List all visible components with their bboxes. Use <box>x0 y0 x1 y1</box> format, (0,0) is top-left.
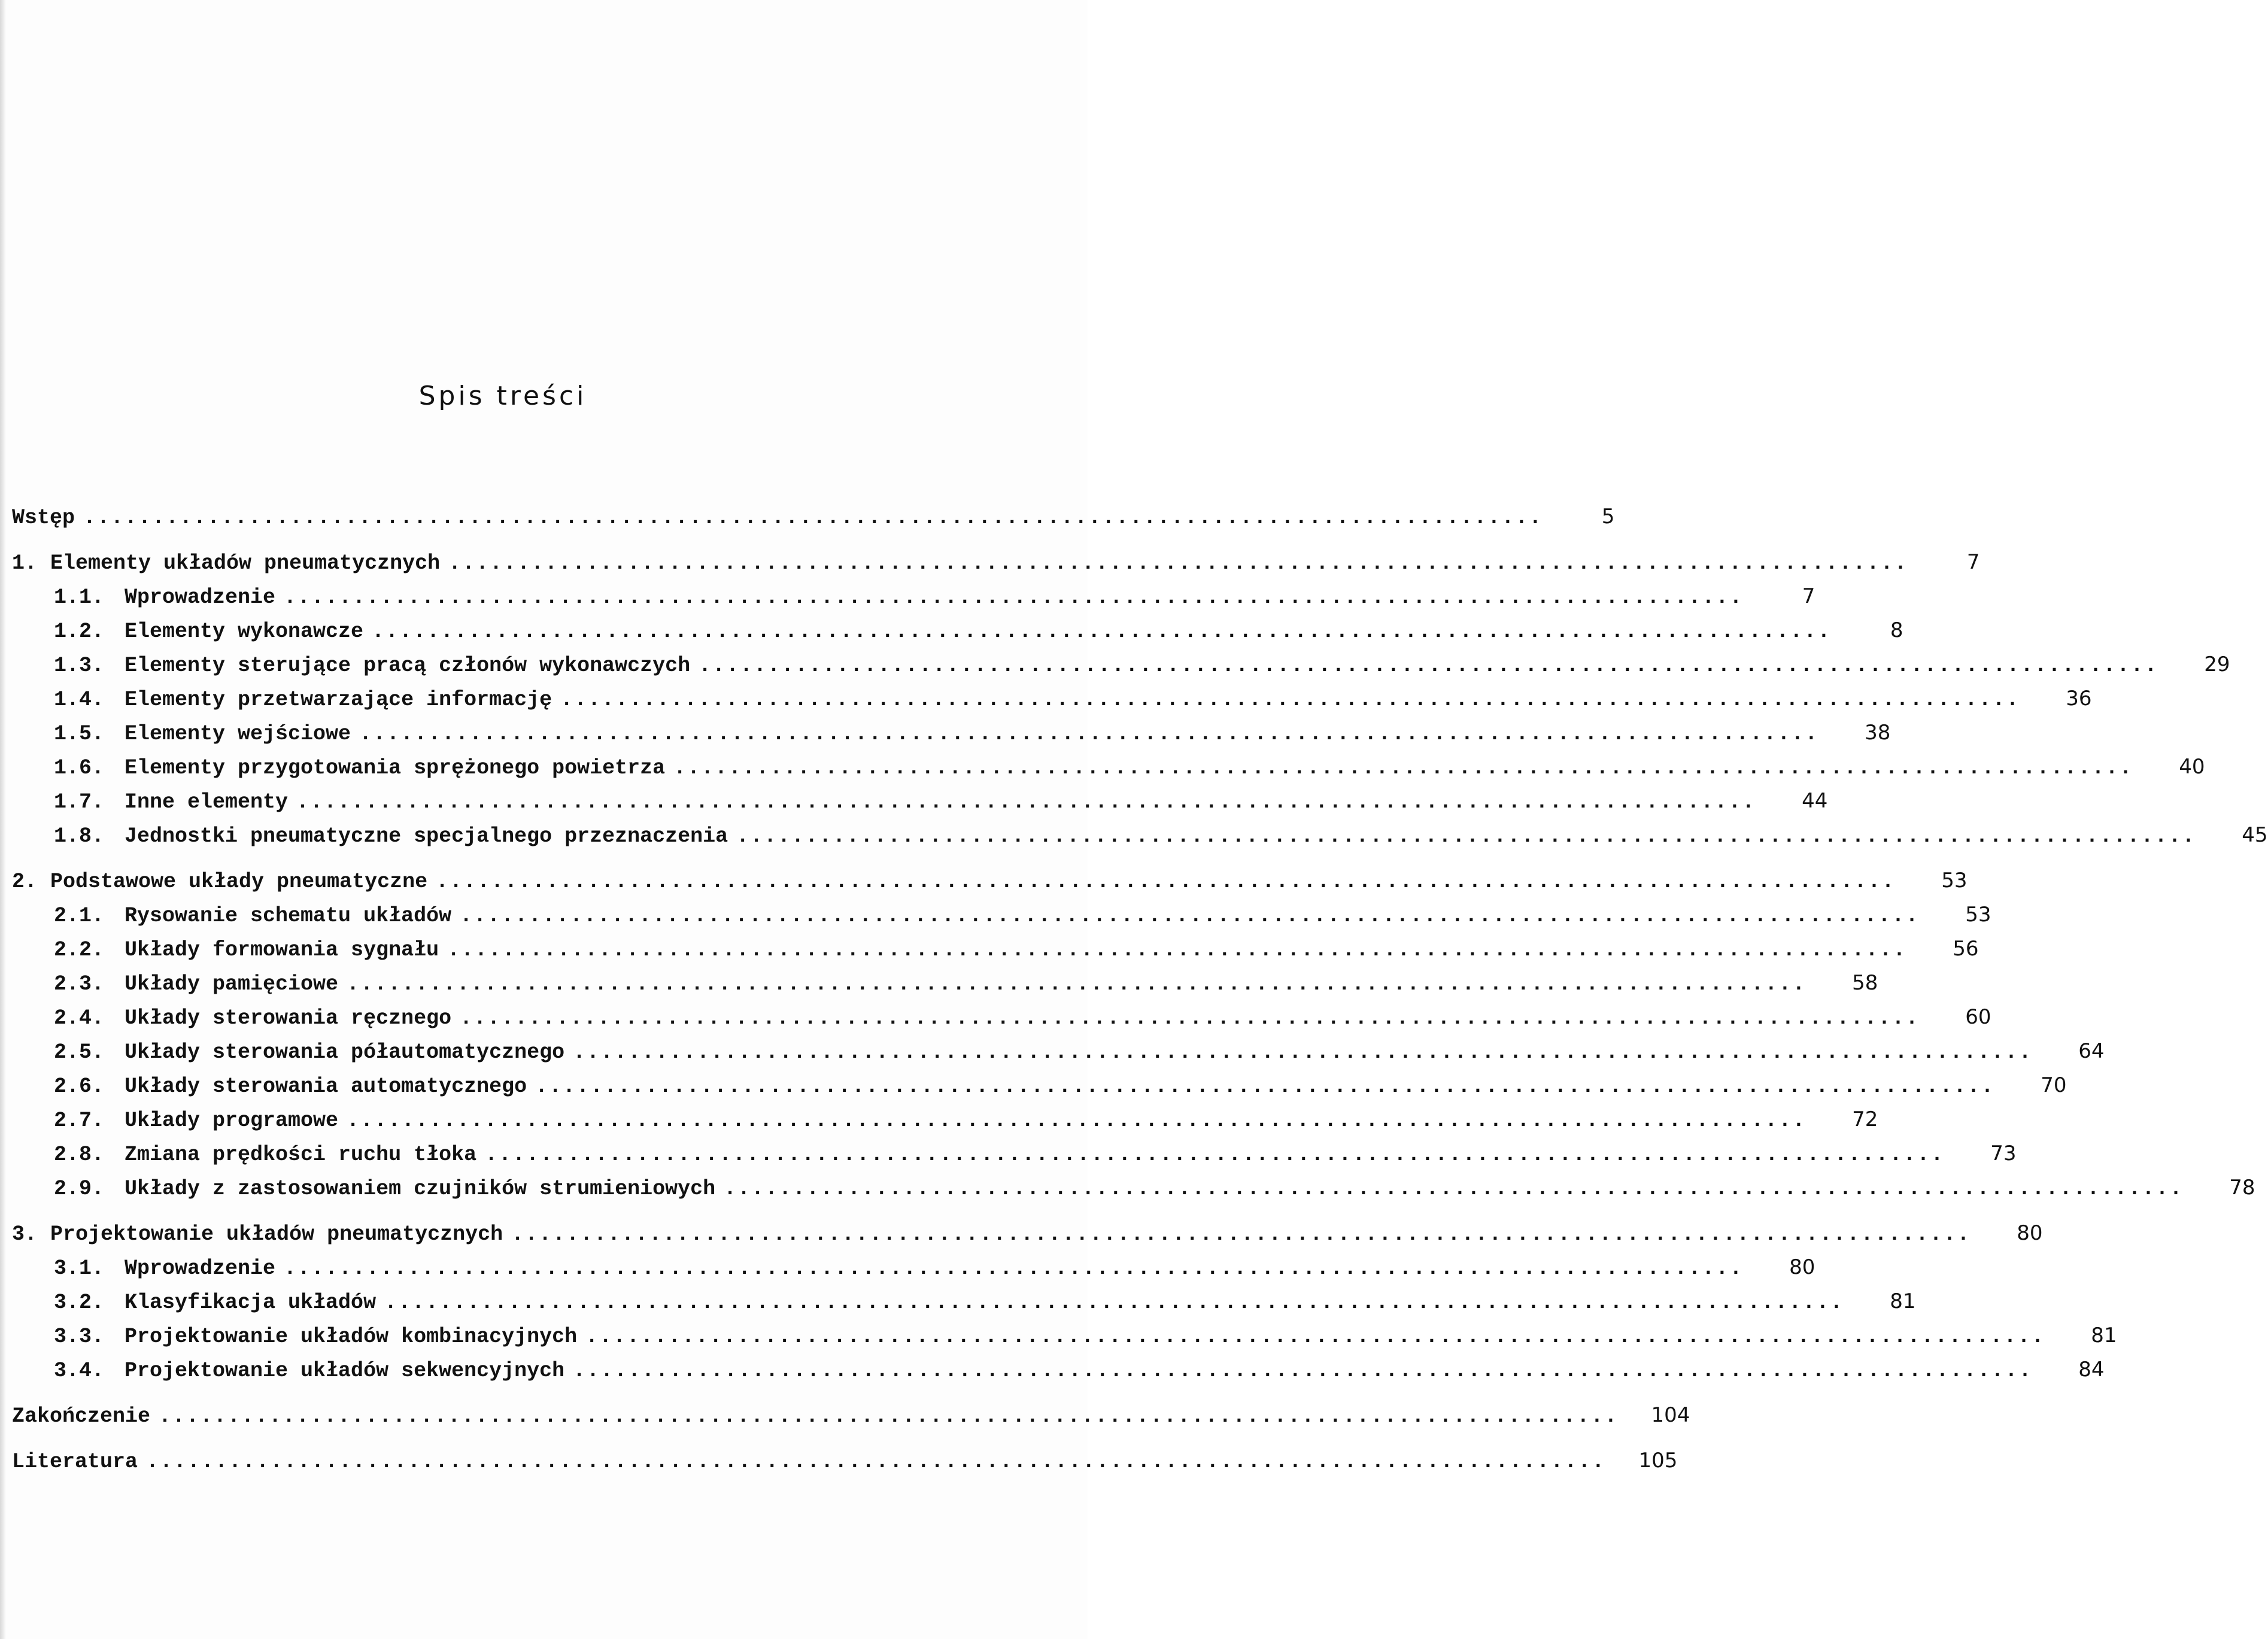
toc-entry-leader: .......................................................................................................... <box>347 1109 1806 1133</box>
toc-entry-title: Układy z zastosowaniem czujników strumieniowych <box>125 1177 716 1201</box>
toc-entry-number: 2.8. <box>54 1143 105 1167</box>
toc-entry-leader: .......................................................................................................... <box>736 824 2196 848</box>
toc-entry-title: Elementy przetwarzające informację <box>125 688 552 712</box>
toc-entry-page: 70 <box>2041 1073 2067 1097</box>
toc-entry-page: 38 <box>1865 721 1891 745</box>
toc-entry-title: Układy pamięciowe <box>125 972 339 996</box>
toc-entry-number: 3.1. <box>54 1256 105 1280</box>
toc-entry-leader: .......................................................................................................... <box>296 790 1756 814</box>
toc-entry-number: 1.1. <box>54 585 105 609</box>
toc-entry <box>12 1321 2117 1350</box>
toc-entry-page: 80 <box>1789 1255 1815 1279</box>
toc-entry-title: Wprowadzenie <box>125 585 276 609</box>
toc-entry-title: Projektowanie układów kombinacyjnych <box>125 1325 578 1349</box>
toc-entry-title: Elementy przygotowania sprężonego powietrza <box>125 756 666 780</box>
toc-entry-page: 64 <box>2078 1039 2105 1063</box>
toc-entry-page: 40 <box>2179 755 2205 779</box>
toc-entry-number: 2.6. <box>54 1075 105 1098</box>
toc-entry <box>12 1036 2105 1066</box>
toc-entry-number: 2. <box>12 870 38 894</box>
toc-entry-leader: .......................................................................................................... <box>372 620 1832 644</box>
toc-entry-title: Rysowanie schematu układów <box>125 904 452 928</box>
toc-entry-leader: .......................................................................................................... <box>699 654 2158 678</box>
toc-entry <box>12 900 1991 930</box>
toc-entry <box>12 1218 2043 1248</box>
toc-entry-number: 1.8. <box>54 824 105 848</box>
toc-entry <box>12 934 1979 964</box>
toc-entry-leader: .......................................................................................................... <box>83 506 1543 530</box>
toc-entry-number: 1.5. <box>54 722 105 746</box>
toc-entry-page: 36 <box>2066 687 2092 711</box>
toc-entry-number: 2.5. <box>54 1040 105 1064</box>
toc-entry <box>12 502 1615 532</box>
toc-entry-number: 1. <box>12 551 38 575</box>
toc-entry-page: 53 <box>1965 903 1991 927</box>
toc-entry-title: Projektowanie układów sekwencyjnych <box>125 1359 565 1383</box>
toc-entry-number: 1.6. <box>54 756 105 780</box>
toc-entry-leader: .......................................................................................................... <box>585 1325 2045 1349</box>
toc-entry-number: 1.2. <box>54 620 105 644</box>
toc-entry-page: 44 <box>1802 789 1828 813</box>
toc-entry <box>12 752 2205 782</box>
toc-entry-title: Układy sterowania ręcznego <box>125 1006 452 1030</box>
toc-entry-leader: .......................................................................................................... <box>573 1359 2033 1383</box>
toc-entry-title: Elementy układów pneumatycznych <box>50 551 441 575</box>
toc-entry <box>12 547 1980 577</box>
toc-entry <box>12 968 1878 998</box>
toc-entry-title: Układy programowe <box>125 1109 339 1133</box>
toc-entry-number: 3.2. <box>54 1291 105 1315</box>
toc-entry-leader: .......................................................................................................... <box>535 1075 1995 1098</box>
toc-entry-page: 56 <box>1953 937 1979 961</box>
toc-entry <box>12 615 1903 645</box>
toc-entry-title: Literatura <box>12 1450 138 1474</box>
toc-entry <box>12 1002 1991 1032</box>
toc-entry-leader: .......................................................................................................... <box>511 1222 1971 1246</box>
toc-entry-leader: .......................................................................................................... <box>460 1006 1920 1030</box>
toc-entry-page: 81 <box>1890 1289 1916 1313</box>
toc-entry <box>12 1070 2067 1100</box>
toc-entry-leader: .......................................................................................................... <box>673 756 2133 780</box>
toc-entry <box>12 649 2230 679</box>
toc-entry-title: Inne elementy <box>125 790 289 814</box>
toc-entry-leader: .......................................................................................................... <box>347 972 1806 996</box>
toc-entry-title: Podstawowe układy pneumatyczne <box>50 870 428 894</box>
toc-entry-number: 3. <box>12 1222 38 1246</box>
toc-entry <box>12 581 1815 611</box>
toc-entry-title: Elementy wykonawcze <box>125 620 364 644</box>
toc-entry-number: 3.3. <box>54 1325 105 1349</box>
toc-entry-leader: .......................................................................................................... <box>359 722 1819 746</box>
toc-entry-page: 7 <box>1802 584 1815 608</box>
toc-entry-title: Klasyfikacja układów <box>125 1291 377 1315</box>
toc-entry <box>12 1104 1878 1134</box>
toc-entry-leader: .......................................................................................................... <box>447 938 1907 962</box>
toc-entry-number: 2.9. <box>54 1177 105 1201</box>
toc-entry-page: 81 <box>2091 1324 2117 1347</box>
toc-entry-title: Projektowanie układów pneumatycznych <box>50 1222 503 1246</box>
toc-entry-number: 2.1. <box>54 904 105 928</box>
toc-entry-leader: .......................................................................................................... <box>724 1177 2184 1201</box>
toc-entry-page: 5 <box>1601 505 1615 529</box>
toc-entry <box>12 1173 2255 1203</box>
toc-entry-page: 73 <box>1990 1142 2017 1165</box>
toc-entry-leader: .......................................................................................................... <box>284 585 1744 609</box>
toc-entry-number: 1.3. <box>54 654 105 678</box>
toc-entry-number: 2.7. <box>54 1109 105 1133</box>
toc-entry-title: Układy sterowania automatycznego <box>125 1075 527 1098</box>
toc-entry-leader: .......................................................................................................... <box>159 1404 1619 1428</box>
toc-entry-page: 104 <box>1651 1403 1690 1427</box>
toc-entry-title: Zmiana prędkości ruchu tłoka <box>125 1143 477 1167</box>
toc-entry-title: Wstęp <box>12 506 75 530</box>
toc-entry-page: 58 <box>1852 971 1878 995</box>
toc-entry <box>12 1139 2017 1168</box>
toc-entry <box>12 684 2092 714</box>
toc-entry-title: Elementy sterujące pracą członów wykonawczych <box>125 654 691 678</box>
toc-entry-leader: .......................................................................................................... <box>284 1256 1744 1280</box>
toc-entry-number: 3.4. <box>54 1359 105 1383</box>
toc-entry-page: 29 <box>2204 652 2230 676</box>
toc-entry-leader: .......................................................................................................... <box>384 1291 1844 1315</box>
toc-entry-leader: .......................................................................................................... <box>485 1143 1945 1167</box>
toc-entry-title: Układy formowania sygnału <box>125 938 439 962</box>
toc-entry-number: 2.3. <box>54 972 105 996</box>
toc-entry-page: 78 <box>2229 1176 2255 1200</box>
toc-entry-leader: .......................................................................................................... <box>560 688 2020 712</box>
toc-entry-number: 1.4. <box>54 688 105 712</box>
toc-entry-page: 7 <box>1966 550 1980 574</box>
toc-entry-title: Jednostki pneumatyczne specjalnego przeznaczenia <box>125 824 728 848</box>
toc-entry <box>12 866 1968 896</box>
toc-entry-page: 105 <box>1638 1449 1678 1473</box>
toc-entry-page: 8 <box>1890 618 1903 642</box>
toc-entry-number: 1.7. <box>54 790 105 814</box>
toc-entry-page: 80 <box>2017 1221 2043 1245</box>
toc-entry <box>12 1400 1690 1430</box>
toc-entry <box>12 1252 1815 1282</box>
toc-entry-leader: .......................................................................................................... <box>460 904 1920 928</box>
toc-entry <box>12 820 2268 850</box>
toc-entry-page: 84 <box>2078 1358 2105 1382</box>
toc-entry <box>12 718 1891 748</box>
toc-entry <box>12 786 1828 816</box>
toc-entry-leader: .......................................................................................................... <box>448 551 1908 575</box>
toc-entry-page: 45 <box>2242 823 2268 847</box>
toc-entry-title: Wprowadzenie <box>125 1256 276 1280</box>
toc-entry <box>12 1355 2105 1385</box>
toc-entry-leader: .......................................................................................................... <box>146 1450 1606 1474</box>
toc-entry-page: 72 <box>1852 1107 1878 1131</box>
toc-entry <box>12 1446 1678 1476</box>
toc-entry-number: 2.4. <box>54 1006 105 1030</box>
toc-entry-page: 60 <box>1965 1005 1991 1029</box>
toc-entry-leader: .......................................................................................................... <box>436 870 1896 894</box>
toc-entry-title: Elementy wejściowe <box>125 722 351 746</box>
toc-entry-number: 2.2. <box>54 938 105 962</box>
toc-entry-title: Zakończenie <box>12 1404 151 1428</box>
toc-entry-leader: .......................................................................................................... <box>573 1040 2033 1064</box>
page-title: Spis treści <box>418 381 587 411</box>
toc-entry <box>12 1286 1916 1316</box>
toc-entry-title: Układy sterowania półautomatycznego <box>125 1040 565 1064</box>
scan-edge-shadow <box>0 0 6 1639</box>
toc-entry-page: 53 <box>1941 869 1968 893</box>
